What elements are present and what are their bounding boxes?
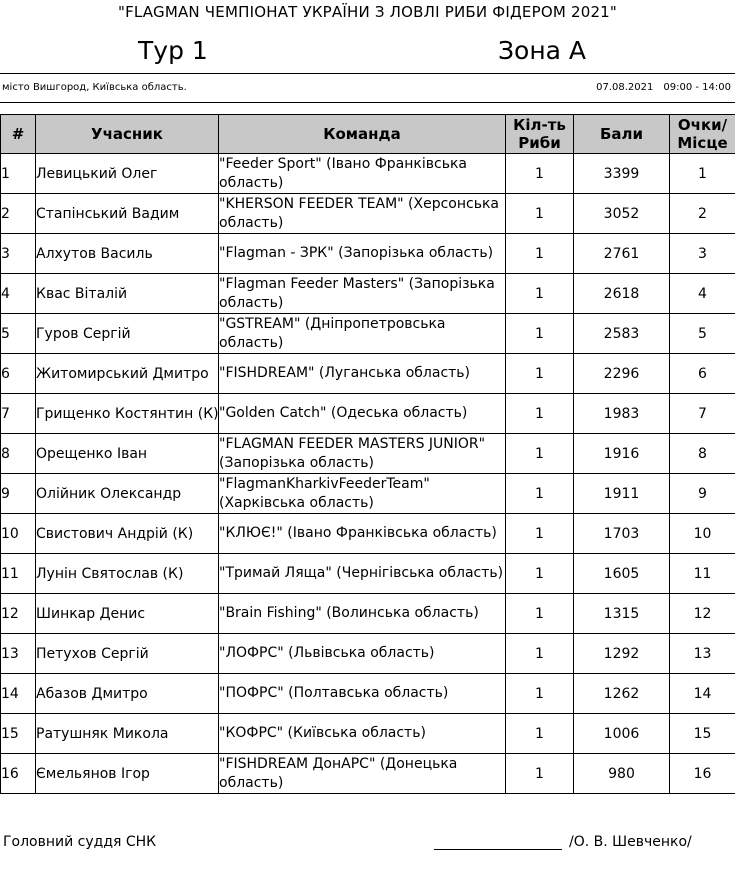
cell-place: 1 [670,154,735,194]
cell-points: 2296 [574,354,670,394]
table-header-row [1,115,735,154]
cell-team: "КЛЮЄ!" (Івано Франківська область) [219,514,506,554]
cell-points: 1315 [574,594,670,634]
col-header-num: # [1,115,36,154]
divider-top [0,73,735,74]
col-header-place: Очки/ Місце [670,115,735,154]
cell-fish-count: 1 [506,274,574,314]
cell-fish-count: 1 [506,434,574,474]
cell-participant: Житомирський Дмитро [36,354,219,394]
cell-team: "Flagman Feeder Masters" (Запорізька область) [219,274,506,314]
cell-num: 1 [1,154,36,194]
judge-label: Головний суддя СНК [3,834,157,850]
cell-place: 8 [670,434,735,474]
cell-points: 1916 [574,434,670,474]
cell-num: 3 [1,234,36,274]
cell-place: 2 [670,194,735,234]
cell-participant: Стапінський Вадим [36,194,219,234]
cell-fish-count: 1 [506,154,574,194]
cell-place: 3 [670,234,735,274]
cell-num: 13 [1,634,36,674]
cell-points: 1262 [574,674,670,714]
cell-team: "ПОФРС" (Полтавська область) [219,674,506,714]
col-header-participant: Учасник [36,115,219,154]
cell-fish-count: 1 [506,634,574,674]
table-row [1,314,735,354]
cell-team: "FlagmanKharkivFeederTeam" (Харківська область) [219,474,506,514]
cell-fish-count: 1 [506,514,574,554]
table-row [1,674,735,714]
document-title: "FLAGMAN ЧЕМПІОНАТ УКРАЇНИ З ЛОВЛІ РИБИ ФІДЕРОМ 2021" [117,3,618,21]
cell-team: "Feeder Sport" (Івано Франківська область) [219,154,506,194]
cell-place: 15 [670,714,735,754]
cell-place: 9 [670,474,735,514]
cell-team: "КОФРС" (Київська область) [219,714,506,754]
cell-num: 16 [1,754,36,794]
cell-num: 8 [1,434,36,474]
results-table [0,114,735,794]
cell-place: 7 [670,394,735,434]
zone-label: Зона А [498,36,587,65]
location-text: місто Вишгород, Київська область. [2,82,187,93]
cell-points: 980 [574,754,670,794]
cell-num: 10 [1,514,36,554]
table-row [1,634,735,674]
table-row [1,234,735,274]
cell-fish-count: 1 [506,314,574,354]
cell-points: 2618 [574,274,670,314]
round-label: Тур 1 [138,36,208,65]
cell-num: 6 [1,354,36,394]
cell-participant: Абазов Дмитро [36,674,219,714]
date-text: 07.08.2021 [596,82,654,93]
table-row [1,154,735,194]
cell-place: 4 [670,274,735,314]
cell-num: 14 [1,674,36,714]
cell-fish-count: 1 [506,194,574,234]
cell-team: "ЛОФРС" (Львівська область) [219,634,506,674]
cell-fish-count: 1 [506,674,574,714]
cell-fish-count: 1 [506,474,574,514]
cell-num: 12 [1,594,36,634]
cell-num: 15 [1,714,36,754]
cell-fish-count: 1 [506,354,574,394]
time-text: 09:00 - 14:00 [663,82,731,93]
cell-points: 1911 [574,474,670,514]
table-row [1,714,735,754]
cell-team: "Brain Fishing" (Волинська область) [219,594,506,634]
table-row [1,274,735,314]
cell-participant: Орещенко Іван [36,434,219,474]
cell-num: 9 [1,474,36,514]
table-row [1,434,735,474]
cell-points: 3052 [574,194,670,234]
cell-num: 2 [1,194,36,234]
cell-team: "FISHDREAM ДонАРС" (Донецька область) [219,754,506,794]
cell-team: "Тримай Ляща" (Чернігівська область) [219,554,506,594]
table-row [1,474,735,514]
cell-team: "KHERSON FEEDER TEAM" (Херсонська область) [219,194,506,234]
cell-fish-count: 1 [506,234,574,274]
cell-participant: Ратушняк Микола [36,714,219,754]
cell-participant: Грищенко Костянтин (К) [36,394,219,434]
cell-fish-count: 1 [506,594,574,634]
table-row [1,514,735,554]
cell-participant: Гуров Сергій [36,314,219,354]
cell-team: "FISHDREAM" (Луганська область) [219,354,506,394]
cell-participant: Петухов Сергій [36,634,219,674]
cell-fish-count: 1 [506,714,574,754]
cell-num: 11 [1,554,36,594]
cell-team: "Flagman - ЗРК" (Запорізька область) [219,234,506,274]
cell-participant: Квас Віталій [36,274,219,314]
cell-points: 3399 [574,154,670,194]
cell-team: "GSTREAM" (Дніпропетровська область) [219,314,506,354]
cell-participant: Свистович Андрій (К) [36,514,219,554]
cell-participant: Левицький Олег [36,154,219,194]
cell-place: 12 [670,594,735,634]
col-header-points: Бали [574,115,670,154]
cell-participant: Лунін Святослав (К) [36,554,219,594]
cell-points: 1605 [574,554,670,594]
cell-participant: Олійник Олександр [36,474,219,514]
cell-place: 16 [670,754,735,794]
cell-team: "FLAGMAN FEEDER MASTERS JUNIOR" (Запорізька область) [219,434,506,474]
cell-place: 10 [670,514,735,554]
signature-line [434,849,562,850]
cell-place: 11 [670,554,735,594]
col-header-team: Команда [219,115,506,154]
cell-fish-count: 1 [506,554,574,594]
date-time [596,82,731,93]
table-row [1,354,735,394]
col-header-fish-count: Кіл-ть Риби [506,115,574,154]
judge-name: /О. В. Шевченко/ [569,834,692,850]
divider-bottom [0,102,735,103]
cell-team: "Golden Catch" (Одеська область) [219,394,506,434]
cell-points: 2583 [574,314,670,354]
cell-place: 5 [670,314,735,354]
table-row [1,394,735,434]
cell-place: 13 [670,634,735,674]
cell-points: 1292 [574,634,670,674]
cell-points: 1983 [574,394,670,434]
cell-participant: Алхутов Василь [36,234,219,274]
cell-place: 14 [670,674,735,714]
cell-points: 2761 [574,234,670,274]
cell-place: 6 [670,354,735,394]
cell-fish-count: 1 [506,754,574,794]
table-row [1,194,735,234]
table-row [1,754,735,794]
table-row [1,594,735,634]
cell-num: 7 [1,394,36,434]
cell-points: 1703 [574,514,670,554]
table-row [1,554,735,594]
cell-fish-count: 1 [506,394,574,434]
cell-points: 1006 [574,714,670,754]
cell-participant: Шинкар Денис [36,594,219,634]
cell-num: 4 [1,274,36,314]
cell-participant: Ємельянов Ігор [36,754,219,794]
cell-num: 5 [1,314,36,354]
